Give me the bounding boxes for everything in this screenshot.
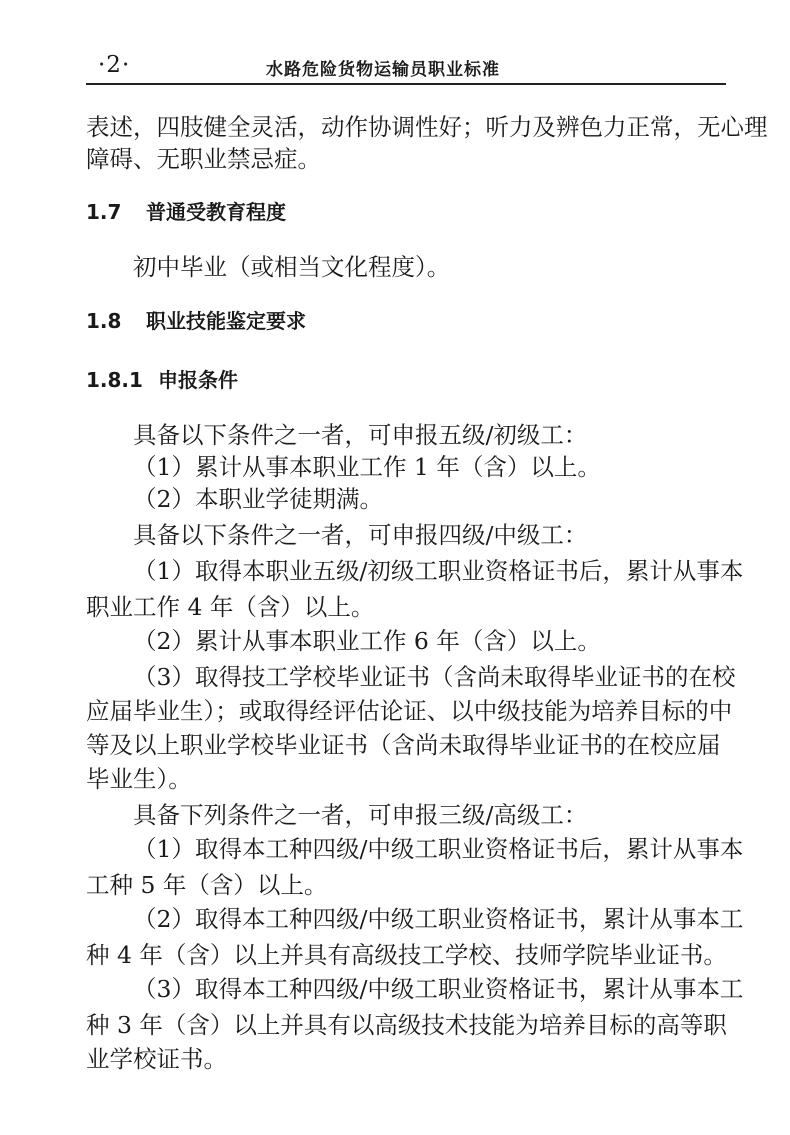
page-number: ·2· <box>98 52 131 78</box>
list-item: 工种 5 年（含）以上。 <box>86 871 328 899</box>
list-item: 毕业生）。 <box>86 765 192 793</box>
running-title: 水路危险货物运输员职业标准 <box>266 60 500 80</box>
list-item: （2）累计从事本职业工作 6 年（含）以上。 <box>133 627 601 655</box>
list-item: （2）取得本工种四级/中级工职业资格证书，累计从事本工 <box>133 905 744 933</box>
list-item: 等及以上职业学校毕业证书（含尚未取得毕业证书的在校应届 <box>86 731 721 759</box>
list-item: （2）本职业学徒期满。 <box>133 485 383 513</box>
section-heading-1-8 <box>86 306 306 336</box>
paragraph-line: 障碍、无职业禁忌症。 <box>86 145 321 173</box>
list-item: （1）取得本职业五级/初级工职业资格证书后，累计从事本 <box>133 557 744 585</box>
section-heading-1-8-1 <box>86 365 238 395</box>
list-item: 种 4 年（含）以上并具有高级技工学校、技师学院毕业证书。 <box>86 941 727 969</box>
section-heading-1-7 <box>86 197 286 227</box>
list-item: （1）累计从事本职业工作 1 年（含）以上。 <box>133 453 601 481</box>
paragraph-line: 具备以下条件之一者，可申报四级/中级工： <box>133 521 588 549</box>
section-title: 职业技能鉴定要求 <box>146 309 306 333</box>
section-title: 申报条件 <box>158 368 238 392</box>
list-item: 业学校证书。 <box>86 1045 227 1073</box>
list-item: （3）取得技工学校毕业证书（含尚未取得毕业证书的在校 <box>133 663 736 691</box>
paragraph-line: 具备下列条件之一者，可申报三级/高级工： <box>133 801 588 829</box>
paragraph-line: 初中毕业（或相当文化程度）。 <box>133 253 451 281</box>
paragraph-line: 表述，四肢健全灵活，动作协调性好；听力及辨色力正常，无心理 <box>86 113 768 141</box>
paragraph-line: 具备以下条件之一者，可申报五级/初级工： <box>133 421 588 449</box>
list-item: （3）取得本工种四级/中级工职业资格证书，累计从事本工 <box>133 975 744 1003</box>
list-item: （1）取得本工种四级/中级工职业资格证书后，累计从事本 <box>133 835 744 863</box>
section-title: 普通受教育程度 <box>146 200 286 224</box>
list-item: 职业工作 4 年（含）以上。 <box>86 593 375 621</box>
section-number: 1.8.1 <box>86 368 143 392</box>
section-number: 1.7 <box>86 200 122 224</box>
header-rule <box>86 83 726 85</box>
section-number: 1.8 <box>86 309 122 333</box>
page-header <box>86 50 726 80</box>
list-item: 应届毕业生）；或取得经评估论证、以中级技能为培养目标的中 <box>86 697 733 725</box>
list-item: 种 3 年（含）以上并具有以高级技术技能为培养目标的高等职 <box>86 1011 727 1039</box>
